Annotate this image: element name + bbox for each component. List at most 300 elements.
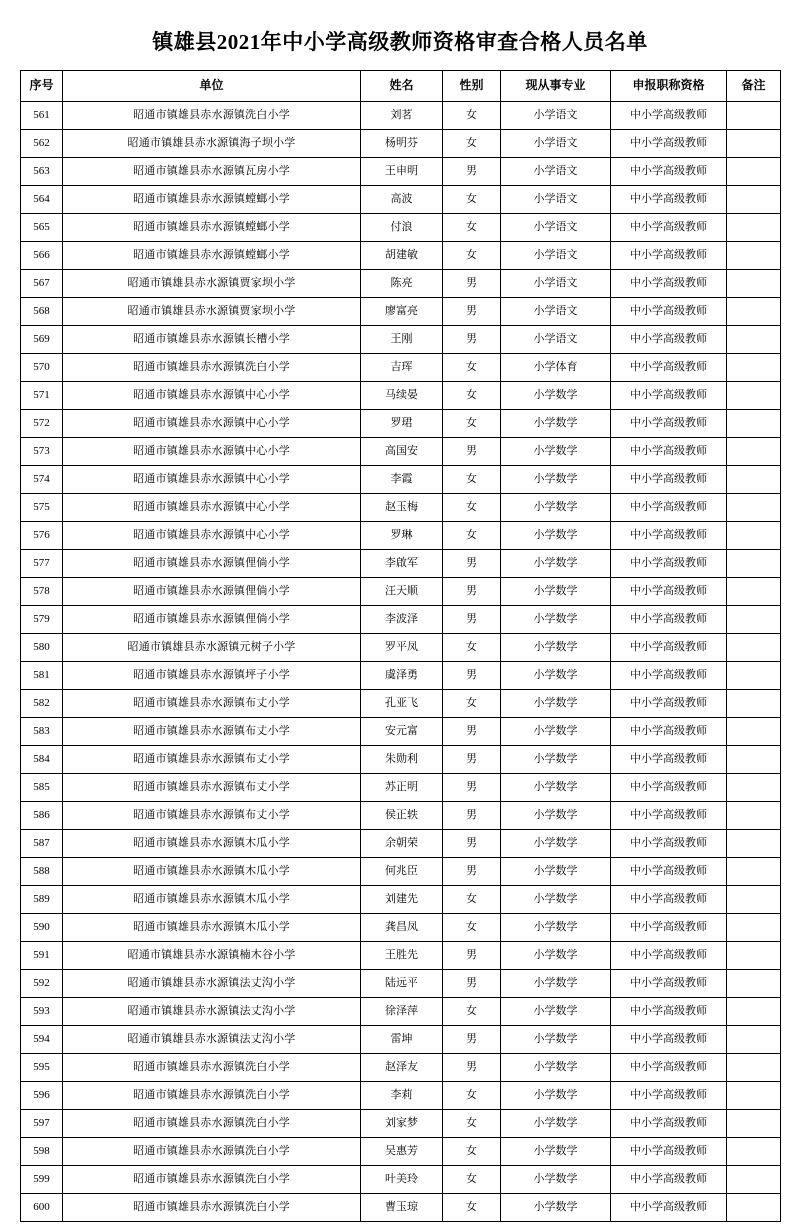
cell-unit: 昭通市镇雄县赤水源镇木瓜小学 xyxy=(63,830,361,858)
cell-note xyxy=(727,858,781,886)
cell-seq: 580 xyxy=(21,634,63,662)
cell-seq: 574 xyxy=(21,466,63,494)
cell-certificate: 中小学高级教师 xyxy=(611,466,727,494)
cell-note xyxy=(727,466,781,494)
cell-certificate: 中小学高级教师 xyxy=(611,438,727,466)
cell-major: 小学数学 xyxy=(501,1110,611,1138)
cell-certificate: 中小学高级教师 xyxy=(611,802,727,830)
cell-name: 罗平凤 xyxy=(361,634,443,662)
cell-name: 叶美玲 xyxy=(361,1166,443,1194)
cell-gender: 女 xyxy=(443,1110,501,1138)
cell-name: 孔亚飞 xyxy=(361,690,443,718)
cell-certificate: 中小学高级教师 xyxy=(611,1082,727,1110)
cell-major: 小学数学 xyxy=(501,522,611,550)
cell-name: 余朝荣 xyxy=(361,830,443,858)
cell-note xyxy=(727,158,781,186)
table-row xyxy=(21,214,781,242)
cell-name: 王申明 xyxy=(361,158,443,186)
table-body xyxy=(21,102,781,1222)
table-row xyxy=(21,550,781,578)
cell-unit: 昭通市镇雄县赤水源镇洗白小学 xyxy=(63,1110,361,1138)
cell-seq: 567 xyxy=(21,270,63,298)
cell-gender: 女 xyxy=(443,130,501,158)
cell-certificate: 中小学高级教师 xyxy=(611,746,727,774)
table-row xyxy=(21,578,781,606)
cell-gender: 女 xyxy=(443,1166,501,1194)
cell-seq: 592 xyxy=(21,970,63,998)
cell-major: 小学数学 xyxy=(501,550,611,578)
cell-name: 王胜先 xyxy=(361,942,443,970)
cell-gender: 女 xyxy=(443,410,501,438)
cell-name: 刘家梦 xyxy=(361,1110,443,1138)
cell-name: 李霞 xyxy=(361,466,443,494)
cell-note xyxy=(727,914,781,942)
cell-seq: 573 xyxy=(21,438,63,466)
cell-gender: 男 xyxy=(443,970,501,998)
column-header-name: 姓名 xyxy=(361,71,443,102)
cell-name: 高波 xyxy=(361,186,443,214)
cell-gender: 男 xyxy=(443,158,501,186)
table-row xyxy=(21,158,781,186)
cell-unit: 昭通市镇雄县赤水源镇洗白小学 xyxy=(63,1194,361,1222)
cell-name: 龚昌凤 xyxy=(361,914,443,942)
cell-gender: 女 xyxy=(443,354,501,382)
cell-name: 赵泽友 xyxy=(361,1054,443,1082)
cell-unit: 昭通市镇雄县赤水源镇俚倘小学 xyxy=(63,606,361,634)
cell-major: 小学数学 xyxy=(501,970,611,998)
cell-major: 小学数学 xyxy=(501,774,611,802)
cell-note xyxy=(727,270,781,298)
cell-certificate: 中小学高级教师 xyxy=(611,550,727,578)
cell-seq: 564 xyxy=(21,186,63,214)
cell-unit: 昭通市镇雄县赤水源镇贾家坝小学 xyxy=(63,270,361,298)
cell-certificate: 中小学高级教师 xyxy=(611,830,727,858)
cell-note xyxy=(727,130,781,158)
cell-gender: 男 xyxy=(443,1026,501,1054)
cell-note xyxy=(727,438,781,466)
table-row xyxy=(21,382,781,410)
column-header-note: 备注 xyxy=(727,71,781,102)
cell-major: 小学数学 xyxy=(501,690,611,718)
cell-note xyxy=(727,578,781,606)
cell-certificate: 中小学高级教师 xyxy=(611,774,727,802)
cell-major: 小学数学 xyxy=(501,1194,611,1222)
cell-major: 小学语文 xyxy=(501,270,611,298)
cell-seq: 594 xyxy=(21,1026,63,1054)
cell-seq: 577 xyxy=(21,550,63,578)
cell-gender: 女 xyxy=(443,466,501,494)
cell-unit: 昭通市镇雄县赤水源镇螳螂小学 xyxy=(63,186,361,214)
cell-note xyxy=(727,102,781,130)
cell-certificate: 中小学高级教师 xyxy=(611,858,727,886)
cell-major: 小学数学 xyxy=(501,802,611,830)
cell-certificate: 中小学高级教师 xyxy=(611,158,727,186)
cell-certificate: 中小学高级教师 xyxy=(611,970,727,998)
cell-certificate: 中小学高级教师 xyxy=(611,242,727,270)
cell-gender: 女 xyxy=(443,914,501,942)
cell-major: 小学数学 xyxy=(501,466,611,494)
table-row xyxy=(21,242,781,270)
cell-seq: 597 xyxy=(21,1110,63,1138)
table-row xyxy=(21,326,781,354)
cell-certificate: 中小学高级教师 xyxy=(611,186,727,214)
cell-unit: 昭通市镇雄县赤水源镇木瓜小学 xyxy=(63,914,361,942)
cell-name: 罗琳 xyxy=(361,522,443,550)
cell-seq: 562 xyxy=(21,130,63,158)
cell-seq: 572 xyxy=(21,410,63,438)
table-row xyxy=(21,270,781,298)
qualification-roster-table xyxy=(20,70,781,1222)
table-row xyxy=(21,438,781,466)
table-row xyxy=(21,1166,781,1194)
cell-unit: 昭通市镇雄县赤水源镇中心小学 xyxy=(63,466,361,494)
cell-major: 小学语文 xyxy=(501,186,611,214)
cell-certificate: 中小学高级教师 xyxy=(611,718,727,746)
cell-seq: 585 xyxy=(21,774,63,802)
cell-seq: 563 xyxy=(21,158,63,186)
cell-unit: 昭通市镇雄县赤水源镇洗白小学 xyxy=(63,1138,361,1166)
cell-major: 小学数学 xyxy=(501,382,611,410)
cell-unit: 昭通市镇雄县赤水源镇布丈小学 xyxy=(63,774,361,802)
table-row xyxy=(21,1082,781,1110)
cell-major: 小学语文 xyxy=(501,158,611,186)
cell-gender: 男 xyxy=(443,326,501,354)
table-row xyxy=(21,718,781,746)
cell-major: 小学数学 xyxy=(501,662,611,690)
cell-name: 马续晏 xyxy=(361,382,443,410)
cell-seq: 581 xyxy=(21,662,63,690)
cell-seq: 588 xyxy=(21,858,63,886)
cell-gender: 男 xyxy=(443,438,501,466)
cell-gender: 男 xyxy=(443,1054,501,1082)
cell-seq: 578 xyxy=(21,578,63,606)
cell-major: 小学语文 xyxy=(501,242,611,270)
table-row xyxy=(21,914,781,942)
cell-unit: 昭通市镇雄县赤水源镇长槽小学 xyxy=(63,326,361,354)
cell-gender: 女 xyxy=(443,886,501,914)
table-row xyxy=(21,410,781,438)
cell-certificate: 中小学高级教师 xyxy=(611,214,727,242)
column-header-gender: 性别 xyxy=(443,71,501,102)
column-header-seq: 序号 xyxy=(21,71,63,102)
cell-note xyxy=(727,746,781,774)
cell-seq: 590 xyxy=(21,914,63,942)
cell-seq: 600 xyxy=(21,1194,63,1222)
cell-seq: 569 xyxy=(21,326,63,354)
cell-name: 刘建先 xyxy=(361,886,443,914)
cell-major: 小学语文 xyxy=(501,130,611,158)
column-header-unit: 单位 xyxy=(63,71,361,102)
cell-unit: 昭通市镇雄县赤水源镇布丈小学 xyxy=(63,802,361,830)
cell-seq: 582 xyxy=(21,690,63,718)
cell-name: 赵玉梅 xyxy=(361,494,443,522)
cell-name: 刘茗 xyxy=(361,102,443,130)
cell-seq: 561 xyxy=(21,102,63,130)
cell-certificate: 中小学高级教师 xyxy=(611,606,727,634)
cell-certificate: 中小学高级教师 xyxy=(611,1054,727,1082)
cell-name: 雷坤 xyxy=(361,1026,443,1054)
cell-certificate: 中小学高级教师 xyxy=(611,298,727,326)
cell-seq: 575 xyxy=(21,494,63,522)
cell-major: 小学数学 xyxy=(501,858,611,886)
table-row xyxy=(21,130,781,158)
table-row xyxy=(21,774,781,802)
cell-certificate: 中小学高级教师 xyxy=(611,1138,727,1166)
cell-gender: 男 xyxy=(443,858,501,886)
cell-note xyxy=(727,998,781,1026)
cell-gender: 男 xyxy=(443,746,501,774)
cell-gender: 女 xyxy=(443,690,501,718)
table-header-row xyxy=(21,71,781,102)
cell-major: 小学数学 xyxy=(501,886,611,914)
cell-note xyxy=(727,382,781,410)
cell-major: 小学语文 xyxy=(501,214,611,242)
cell-gender: 女 xyxy=(443,1082,501,1110)
cell-major: 小学数学 xyxy=(501,1026,611,1054)
cell-note xyxy=(727,550,781,578)
cell-certificate: 中小学高级教师 xyxy=(611,578,727,606)
cell-major: 小学语文 xyxy=(501,326,611,354)
cell-seq: 570 xyxy=(21,354,63,382)
cell-major: 小学数学 xyxy=(501,606,611,634)
cell-note xyxy=(727,606,781,634)
page-title: 镇雄县2021年中小学高级教师资格审查合格人员名单 xyxy=(152,30,648,54)
cell-major: 小学体育 xyxy=(501,354,611,382)
cell-gender: 女 xyxy=(443,214,501,242)
cell-seq: 593 xyxy=(21,998,63,1026)
cell-certificate: 中小学高级教师 xyxy=(611,998,727,1026)
table-row xyxy=(21,746,781,774)
cell-unit: 昭通市镇雄县赤水源镇中心小学 xyxy=(63,410,361,438)
table-header xyxy=(21,71,781,102)
cell-unit: 昭通市镇雄县赤水源镇楠木谷小学 xyxy=(63,942,361,970)
cell-note xyxy=(727,242,781,270)
cell-note xyxy=(727,326,781,354)
cell-seq: 566 xyxy=(21,242,63,270)
cell-major: 小学数学 xyxy=(501,578,611,606)
cell-major: 小学数学 xyxy=(501,718,611,746)
cell-unit: 昭通市镇雄县赤水源镇坪子小学 xyxy=(63,662,361,690)
cell-name: 李啟军 xyxy=(361,550,443,578)
cell-certificate: 中小学高级教师 xyxy=(611,270,727,298)
cell-name: 付浪 xyxy=(361,214,443,242)
cell-note xyxy=(727,494,781,522)
cell-seq: 584 xyxy=(21,746,63,774)
table-row xyxy=(21,298,781,326)
table-row xyxy=(21,1194,781,1222)
cell-unit: 昭通市镇雄县赤水源镇法丈沟小学 xyxy=(63,998,361,1026)
cell-note xyxy=(727,1082,781,1110)
cell-name: 罗珺 xyxy=(361,410,443,438)
cell-certificate: 中小学高级教师 xyxy=(611,494,727,522)
cell-certificate: 中小学高级教师 xyxy=(611,102,727,130)
cell-name: 苏正明 xyxy=(361,774,443,802)
table-row xyxy=(21,830,781,858)
cell-unit: 昭通市镇雄县赤水源镇中心小学 xyxy=(63,494,361,522)
cell-gender: 男 xyxy=(443,774,501,802)
cell-seq: 598 xyxy=(21,1138,63,1166)
cell-unit: 昭通市镇雄县赤水源镇布丈小学 xyxy=(63,718,361,746)
table-row xyxy=(21,690,781,718)
cell-gender: 男 xyxy=(443,550,501,578)
cell-unit: 昭通市镇雄县赤水源镇元树子小学 xyxy=(63,634,361,662)
cell-name: 廖富亮 xyxy=(361,298,443,326)
table-row xyxy=(21,466,781,494)
cell-major: 小学数学 xyxy=(501,634,611,662)
cell-note xyxy=(727,1194,781,1222)
cell-certificate: 中小学高级教师 xyxy=(611,690,727,718)
cell-unit: 昭通市镇雄县赤水源镇螳螂小学 xyxy=(63,242,361,270)
cell-major: 小学数学 xyxy=(501,1054,611,1082)
cell-seq: 583 xyxy=(21,718,63,746)
cell-gender: 女 xyxy=(443,494,501,522)
cell-unit: 昭通市镇雄县赤水源镇海子坝小学 xyxy=(63,130,361,158)
cell-gender: 女 xyxy=(443,242,501,270)
table-row xyxy=(21,494,781,522)
cell-major: 小学数学 xyxy=(501,438,611,466)
cell-major: 小学数学 xyxy=(501,942,611,970)
cell-note xyxy=(727,186,781,214)
cell-seq: 591 xyxy=(21,942,63,970)
cell-name: 汪天顺 xyxy=(361,578,443,606)
cell-major: 小学数学 xyxy=(501,998,611,1026)
table-row xyxy=(21,1110,781,1138)
cell-name: 徐泽萍 xyxy=(361,998,443,1026)
cell-note xyxy=(727,802,781,830)
cell-name: 王刚 xyxy=(361,326,443,354)
cell-seq: 571 xyxy=(21,382,63,410)
cell-unit: 昭通市镇雄县赤水源镇木瓜小学 xyxy=(63,858,361,886)
cell-unit: 昭通市镇雄县赤水源镇瓦房小学 xyxy=(63,158,361,186)
cell-name: 李波泽 xyxy=(361,606,443,634)
table-row xyxy=(21,354,781,382)
table-row xyxy=(21,802,781,830)
cell-unit: 昭通市镇雄县赤水源镇俚倘小学 xyxy=(63,550,361,578)
cell-major: 小学数学 xyxy=(501,830,611,858)
table-row xyxy=(21,886,781,914)
table-row xyxy=(21,662,781,690)
cell-gender: 男 xyxy=(443,942,501,970)
cell-note xyxy=(727,774,781,802)
table-row xyxy=(21,942,781,970)
cell-gender: 男 xyxy=(443,298,501,326)
cell-name: 李莉 xyxy=(361,1082,443,1110)
cell-certificate: 中小学高级教师 xyxy=(611,662,727,690)
cell-gender: 女 xyxy=(443,102,501,130)
table-row xyxy=(21,1026,781,1054)
cell-note xyxy=(727,970,781,998)
cell-gender: 女 xyxy=(443,522,501,550)
cell-note xyxy=(727,354,781,382)
cell-gender: 女 xyxy=(443,634,501,662)
cell-certificate: 中小学高级教师 xyxy=(611,886,727,914)
cell-gender: 男 xyxy=(443,578,501,606)
cell-name: 何兆臣 xyxy=(361,858,443,886)
cell-major: 小学数学 xyxy=(501,746,611,774)
cell-unit: 昭通市镇雄县赤水源镇贾家坝小学 xyxy=(63,298,361,326)
cell-certificate: 中小学高级教师 xyxy=(611,1194,727,1222)
cell-name: 胡建敏 xyxy=(361,242,443,270)
cell-unit: 昭通市镇雄县赤水源镇洗白小学 xyxy=(63,1054,361,1082)
cell-unit: 昭通市镇雄县赤水源镇法丈沟小学 xyxy=(63,970,361,998)
cell-certificate: 中小学高级教师 xyxy=(611,634,727,662)
cell-seq: 596 xyxy=(21,1082,63,1110)
table-row xyxy=(21,998,781,1026)
table-row xyxy=(21,970,781,998)
cell-certificate: 中小学高级教师 xyxy=(611,130,727,158)
cell-major: 小学数学 xyxy=(501,914,611,942)
table-row xyxy=(21,102,781,130)
cell-unit: 昭通市镇雄县赤水源镇布丈小学 xyxy=(63,746,361,774)
cell-major: 小学数学 xyxy=(501,410,611,438)
cell-name: 高国安 xyxy=(361,438,443,466)
cell-seq: 586 xyxy=(21,802,63,830)
cell-gender: 男 xyxy=(443,662,501,690)
cell-certificate: 中小学高级教师 xyxy=(611,1110,727,1138)
cell-note xyxy=(727,410,781,438)
cell-major: 小学语文 xyxy=(501,298,611,326)
cell-note xyxy=(727,662,781,690)
cell-unit: 昭通市镇雄县赤水源镇布丈小学 xyxy=(63,690,361,718)
cell-unit: 昭通市镇雄县赤水源镇中心小学 xyxy=(63,382,361,410)
cell-unit: 昭通市镇雄县赤水源镇洗白小学 xyxy=(63,354,361,382)
cell-gender: 男 xyxy=(443,270,501,298)
cell-gender: 女 xyxy=(443,1194,501,1222)
cell-gender: 女 xyxy=(443,998,501,1026)
cell-name: 安元富 xyxy=(361,718,443,746)
cell-seq: 576 xyxy=(21,522,63,550)
cell-certificate: 中小学高级教师 xyxy=(611,942,727,970)
cell-gender: 女 xyxy=(443,186,501,214)
cell-gender: 女 xyxy=(443,1138,501,1166)
cell-name: 虞泽勇 xyxy=(361,662,443,690)
cell-note xyxy=(727,1166,781,1194)
table-row xyxy=(21,606,781,634)
table-row xyxy=(21,634,781,662)
cell-note xyxy=(727,830,781,858)
cell-gender: 男 xyxy=(443,802,501,830)
cell-seq: 587 xyxy=(21,830,63,858)
cell-gender: 女 xyxy=(443,382,501,410)
table-row xyxy=(21,186,781,214)
cell-gender: 男 xyxy=(443,830,501,858)
cell-unit: 昭通市镇雄县赤水源镇螳螂小学 xyxy=(63,214,361,242)
cell-unit: 昭通市镇雄县赤水源镇洗白小学 xyxy=(63,1082,361,1110)
cell-note xyxy=(727,298,781,326)
cell-gender: 男 xyxy=(443,718,501,746)
cell-note xyxy=(727,886,781,914)
table-row xyxy=(21,1054,781,1082)
cell-certificate: 中小学高级教师 xyxy=(611,354,727,382)
cell-major: 小学数学 xyxy=(501,1082,611,1110)
cell-note xyxy=(727,718,781,746)
table-row xyxy=(21,522,781,550)
column-header-certificate: 申报职称资格 xyxy=(611,71,727,102)
table-row xyxy=(21,1138,781,1166)
cell-name: 杨明芬 xyxy=(361,130,443,158)
cell-note xyxy=(727,634,781,662)
cell-name: 吴惠芳 xyxy=(361,1138,443,1166)
cell-seq: 579 xyxy=(21,606,63,634)
cell-major: 小学数学 xyxy=(501,1138,611,1166)
cell-unit: 昭通市镇雄县赤水源镇木瓜小学 xyxy=(63,886,361,914)
cell-unit: 昭通市镇雄县赤水源镇洗白小学 xyxy=(63,102,361,130)
cell-certificate: 中小学高级教师 xyxy=(611,1026,727,1054)
cell-unit: 昭通市镇雄县赤水源镇俚倘小学 xyxy=(63,578,361,606)
cell-gender: 男 xyxy=(443,606,501,634)
cell-note xyxy=(727,690,781,718)
cell-certificate: 中小学高级教师 xyxy=(611,326,727,354)
